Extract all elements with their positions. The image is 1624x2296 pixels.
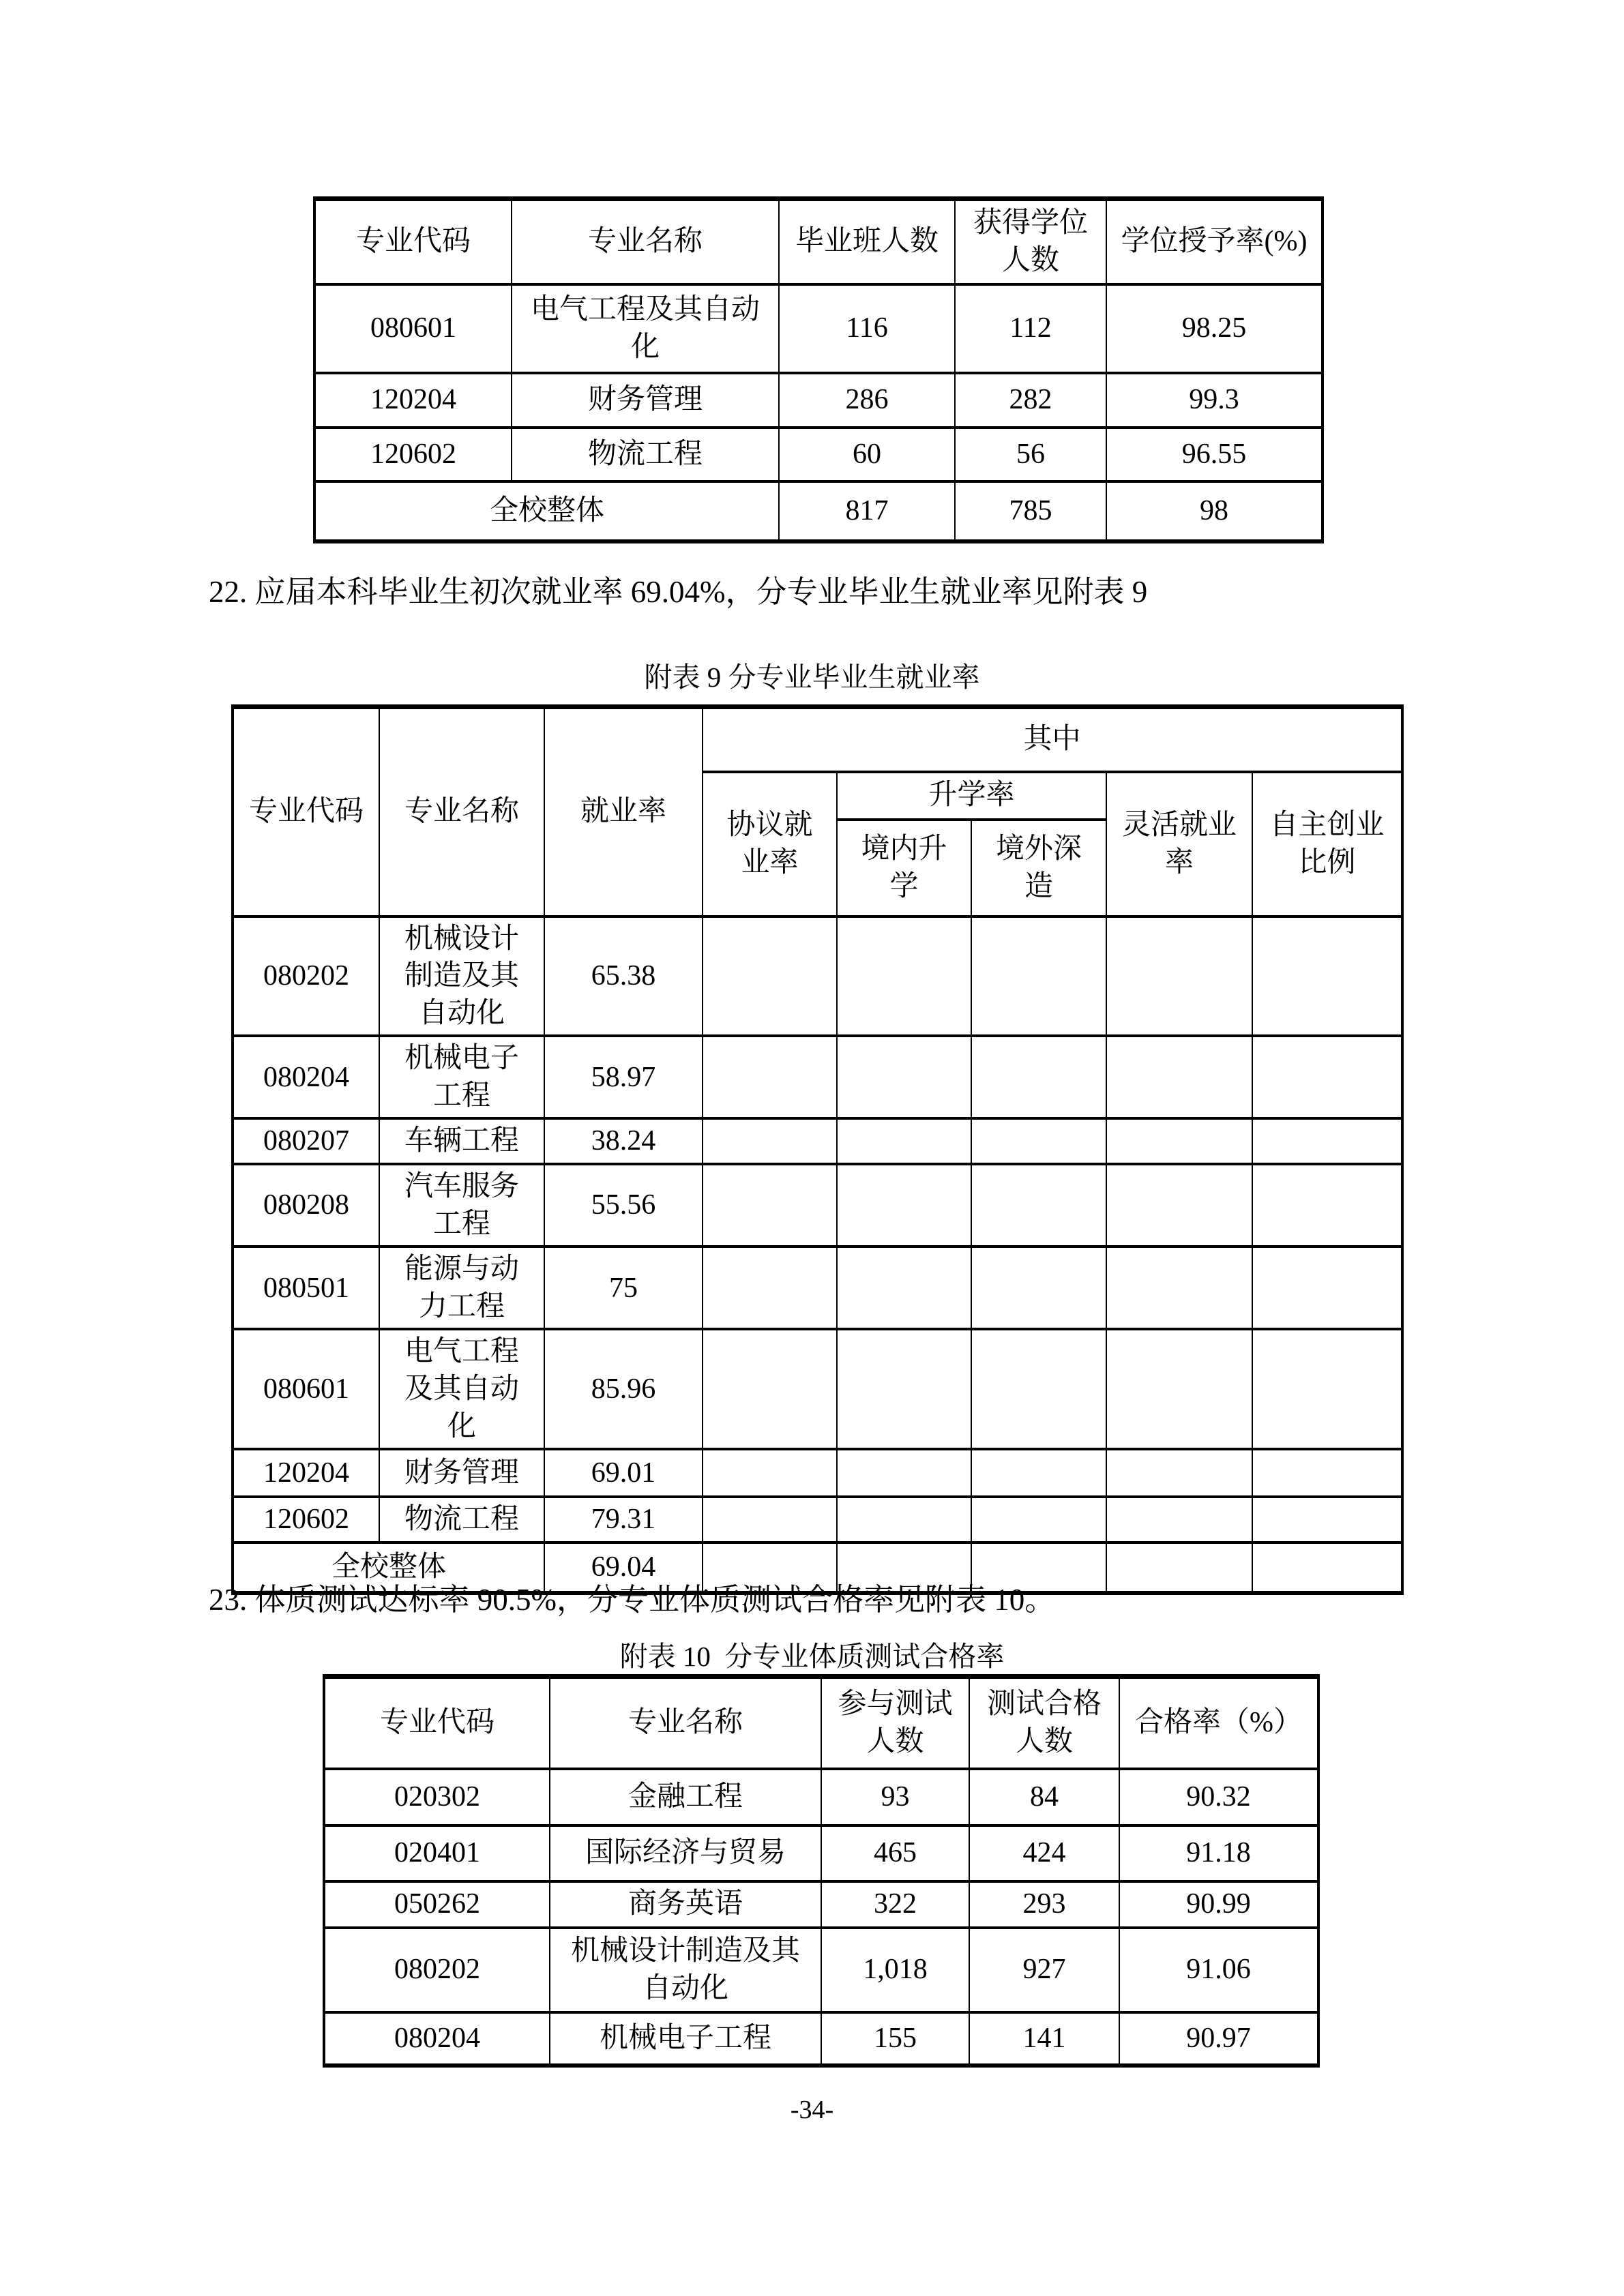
table9-caption: 附表 9 分专业毕业生就业率 bbox=[644, 661, 980, 693]
cell-empty bbox=[837, 1164, 971, 1247]
cell-grads: 286 bbox=[779, 373, 955, 428]
col-header-flexible: 灵活就业率 bbox=[1106, 772, 1252, 916]
col-header-abroad: 境外深造 bbox=[971, 820, 1106, 916]
col-header-name: 专业名称 bbox=[550, 1677, 821, 1769]
cell-rate: 55.56 bbox=[544, 1164, 703, 1247]
cell-code: 120204 bbox=[233, 1449, 379, 1497]
table-header-row bbox=[314, 199, 1323, 284]
table-row bbox=[324, 2012, 1318, 2066]
cell-rate: 98 bbox=[1106, 481, 1323, 541]
cell-empty bbox=[703, 1164, 837, 1247]
cell-empty bbox=[1106, 1164, 1252, 1247]
cell-empty bbox=[971, 1247, 1106, 1329]
cell-name: 机械设计制造及其自动化 bbox=[550, 1928, 821, 2012]
employment-rate-table bbox=[231, 704, 1404, 1595]
cell-rate: 75 bbox=[544, 1247, 703, 1329]
cell-degrees: 785 bbox=[955, 481, 1106, 541]
cell-code: 120204 bbox=[314, 373, 512, 428]
cell-code: 120602 bbox=[233, 1497, 379, 1542]
cell-tested: 465 bbox=[821, 1825, 969, 1881]
cell-rate: 98.25 bbox=[1106, 284, 1323, 373]
cell-code: 080207 bbox=[233, 1118, 379, 1164]
cell-code: 080204 bbox=[233, 1036, 379, 1118]
table-row bbox=[324, 1881, 1318, 1928]
cell-name: 物流工程 bbox=[512, 428, 779, 481]
cell-empty bbox=[971, 916, 1106, 1037]
table-total-row bbox=[314, 481, 1323, 541]
col-header-degrees: 获得学位人数 bbox=[955, 199, 1106, 284]
table-row bbox=[233, 1247, 1402, 1329]
cell-passed: 424 bbox=[969, 1825, 1119, 1881]
cell-name: 金融工程 bbox=[550, 1769, 821, 1825]
cell-grads: 116 bbox=[779, 284, 955, 373]
table-header-row bbox=[324, 1677, 1318, 1769]
cell-empty bbox=[1252, 1329, 1402, 1449]
cell-empty bbox=[837, 1329, 971, 1449]
cell-rate: 90.97 bbox=[1119, 2012, 1318, 2066]
cell-rate: 69.01 bbox=[544, 1449, 703, 1497]
cell-code: 050262 bbox=[324, 1881, 550, 1928]
cell-empty bbox=[1252, 1542, 1402, 1593]
cell-name: 能源与动力工程 bbox=[379, 1247, 544, 1329]
cell-empty bbox=[703, 916, 837, 1037]
cell-code: 080204 bbox=[324, 2012, 550, 2066]
cell-code: 020401 bbox=[324, 1825, 550, 1881]
table-row bbox=[324, 1825, 1318, 1881]
col-header-passed: 测试合格人数 bbox=[969, 1677, 1119, 1769]
col-header-rate: 就业率 bbox=[544, 707, 703, 916]
cell-name: 车辆工程 bbox=[379, 1118, 544, 1164]
col-header-code: 专业代码 bbox=[314, 199, 512, 284]
col-header-among: 其中 bbox=[703, 707, 1402, 772]
degree-award-table bbox=[313, 196, 1324, 543]
cell-name: 机械设计制造及其自动化 bbox=[379, 916, 544, 1037]
col-header-name: 专业名称 bbox=[379, 707, 544, 916]
cell-empty bbox=[971, 1036, 1106, 1118]
col-header-grads: 毕业班人数 bbox=[779, 199, 955, 284]
cell-code: 080601 bbox=[314, 284, 512, 373]
cell-degrees: 112 bbox=[955, 284, 1106, 373]
cell-code: 080501 bbox=[233, 1247, 379, 1329]
page-number: -34- bbox=[790, 2096, 834, 2124]
cell-empty bbox=[837, 1449, 971, 1497]
cell-name: 商务英语 bbox=[550, 1881, 821, 1928]
table-row bbox=[314, 284, 1323, 373]
cell-empty bbox=[703, 1329, 837, 1449]
cell-empty bbox=[703, 1036, 837, 1118]
col-header-further-study: 升学率 bbox=[837, 772, 1106, 820]
table-row bbox=[233, 1036, 1402, 1118]
cell-empty bbox=[1106, 1247, 1252, 1329]
cell-name: 财务管理 bbox=[379, 1449, 544, 1497]
cell-empty bbox=[971, 1164, 1106, 1247]
col-header-code: 专业代码 bbox=[324, 1677, 550, 1769]
cell-name: 物流工程 bbox=[379, 1497, 544, 1542]
cell-rate: 91.06 bbox=[1119, 1928, 1318, 2012]
cell-tested: 93 bbox=[821, 1769, 969, 1825]
cell-rate: 91.18 bbox=[1119, 1825, 1318, 1881]
cell-empty bbox=[837, 1497, 971, 1542]
cell-empty bbox=[703, 1449, 837, 1497]
col-header-startup: 自主创业比例 bbox=[1252, 772, 1402, 916]
cell-tested: 1,018 bbox=[821, 1928, 969, 2012]
fitness-test-table bbox=[323, 1674, 1320, 2068]
table-row bbox=[314, 373, 1323, 428]
cell-empty bbox=[1106, 916, 1252, 1037]
cell-rate: 99.3 bbox=[1106, 373, 1323, 428]
cell-empty bbox=[1106, 1542, 1252, 1593]
cell-name: 电气工程及其自动化 bbox=[512, 284, 779, 373]
cell-tested: 322 bbox=[821, 1881, 969, 1928]
cell-name: 财务管理 bbox=[512, 373, 779, 428]
cell-degrees: 282 bbox=[955, 373, 1106, 428]
cell-empty bbox=[703, 1118, 837, 1164]
cell-empty bbox=[1252, 1164, 1402, 1247]
cell-empty bbox=[1252, 1036, 1402, 1118]
cell-rate: 90.99 bbox=[1119, 1881, 1318, 1928]
cell-rate: 96.55 bbox=[1106, 428, 1323, 481]
cell-total-label: 全校整体 bbox=[314, 481, 779, 541]
cell-empty bbox=[971, 1329, 1106, 1449]
cell-name: 机械电子工程 bbox=[550, 2012, 821, 2066]
cell-empty bbox=[837, 1118, 971, 1164]
cell-tested: 155 bbox=[821, 2012, 969, 2066]
cell-empty bbox=[837, 916, 971, 1037]
cell-empty bbox=[703, 1497, 837, 1542]
table-row bbox=[314, 428, 1323, 481]
cell-empty bbox=[1106, 1036, 1252, 1118]
cell-empty bbox=[1252, 1118, 1402, 1164]
cell-rate: 79.31 bbox=[544, 1497, 703, 1542]
paragraph-item-22: 22. 应届本科毕业生初次就业率 69.04%，分专业毕业生就业率见附表 9 bbox=[209, 575, 1148, 609]
table-row bbox=[233, 916, 1402, 1037]
cell-rate: 65.38 bbox=[544, 916, 703, 1037]
cell-empty bbox=[971, 1118, 1106, 1164]
cell-passed: 84 bbox=[969, 1769, 1119, 1825]
cell-empty bbox=[837, 1247, 971, 1329]
col-header-agreement: 协议就业率 bbox=[703, 772, 837, 916]
cell-empty bbox=[1252, 1497, 1402, 1542]
cell-rate: 90.32 bbox=[1119, 1769, 1318, 1825]
cell-name: 国际经济与贸易 bbox=[550, 1825, 821, 1881]
cell-code: 120602 bbox=[314, 428, 512, 481]
table-header-row bbox=[233, 707, 1402, 772]
table-row bbox=[233, 1118, 1402, 1164]
cell-total-label: 全校整体 bbox=[233, 1542, 544, 1593]
cell-empty bbox=[1106, 1497, 1252, 1542]
col-header-tested: 参与测试人数 bbox=[821, 1677, 969, 1769]
cell-grads: 817 bbox=[779, 481, 955, 541]
cell-degrees: 56 bbox=[955, 428, 1106, 481]
cell-empty bbox=[703, 1247, 837, 1329]
cell-rate: 69.04 bbox=[544, 1542, 703, 1593]
cell-code: 020302 bbox=[324, 1769, 550, 1825]
paragraph-item-23: 23. 体质测试达标率 90.5%，分专业体质测试合格率见附表 10。 bbox=[209, 1583, 1056, 1617]
cell-name: 电气工程及其自动化 bbox=[379, 1329, 544, 1449]
cell-code: 080202 bbox=[324, 1928, 550, 2012]
cell-passed: 141 bbox=[969, 2012, 1119, 2066]
cell-grads: 60 bbox=[779, 428, 955, 481]
cell-empty bbox=[1106, 1329, 1252, 1449]
cell-code: 080601 bbox=[233, 1329, 379, 1449]
cell-empty bbox=[971, 1497, 1106, 1542]
cell-empty bbox=[971, 1449, 1106, 1497]
cell-passed: 293 bbox=[969, 1881, 1119, 1928]
cell-rate: 85.96 bbox=[544, 1329, 703, 1449]
cell-name: 机械电子工程 bbox=[379, 1036, 544, 1118]
cell-rate: 38.24 bbox=[544, 1118, 703, 1164]
cell-code: 080202 bbox=[233, 916, 379, 1037]
cell-code: 080208 bbox=[233, 1164, 379, 1247]
cell-empty bbox=[1106, 1118, 1252, 1164]
cell-empty bbox=[1106, 1449, 1252, 1497]
table10-caption: 附表 10 分专业体质测试合格率 bbox=[619, 1641, 1005, 1672]
col-header-domestic: 境内升学 bbox=[837, 820, 971, 916]
cell-empty bbox=[1252, 916, 1402, 1037]
table-row bbox=[233, 1164, 1402, 1247]
table-row bbox=[233, 1497, 1402, 1542]
col-header-name: 专业名称 bbox=[512, 199, 779, 284]
cell-empty bbox=[1252, 1449, 1402, 1497]
col-header-rate: 学位授予率(%) bbox=[1106, 199, 1323, 284]
col-header-rate: 合格率（%） bbox=[1119, 1677, 1318, 1769]
cell-empty bbox=[1252, 1247, 1402, 1329]
cell-name: 汽车服务工程 bbox=[379, 1164, 544, 1247]
table-row bbox=[324, 1769, 1318, 1825]
table-row bbox=[233, 1329, 1402, 1449]
table-row bbox=[233, 1449, 1402, 1497]
cell-passed: 927 bbox=[969, 1928, 1119, 2012]
cell-rate: 58.97 bbox=[544, 1036, 703, 1118]
col-header-code: 专业代码 bbox=[233, 707, 379, 916]
table-row bbox=[324, 1928, 1318, 2012]
cell-empty bbox=[837, 1036, 971, 1118]
